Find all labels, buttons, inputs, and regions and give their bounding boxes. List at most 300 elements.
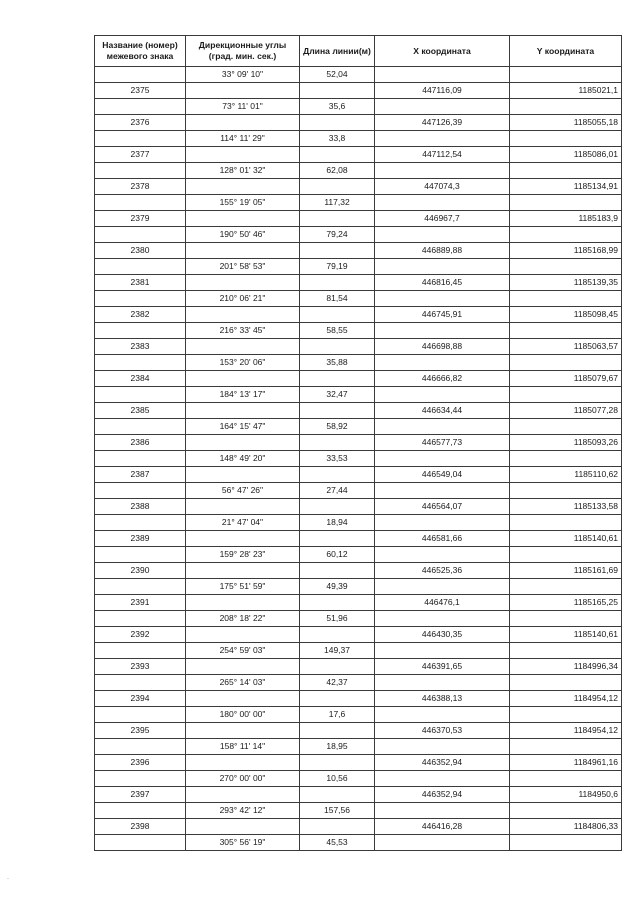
point-spacer xyxy=(186,435,300,451)
point-spacer xyxy=(186,307,300,323)
segment-row xyxy=(95,739,622,755)
segment-angle: 265° 14' 03" xyxy=(186,675,300,691)
point-y-coordinate: 1185098,45 xyxy=(510,307,622,323)
segment-row xyxy=(95,643,622,659)
segment-length: 58,55 xyxy=(300,323,375,339)
segment-spacer xyxy=(510,611,622,627)
segment-spacer xyxy=(95,355,186,371)
segment-spacer xyxy=(375,99,510,115)
segment-spacer xyxy=(375,227,510,243)
segment-angle: 153° 20' 06" xyxy=(186,355,300,371)
point-row xyxy=(95,563,622,579)
segment-length: 62,08 xyxy=(300,163,375,179)
point-row xyxy=(95,147,622,163)
point-spacer xyxy=(186,819,300,835)
segment-spacer xyxy=(95,771,186,787)
header-y-coordinate: Y координата xyxy=(510,36,622,67)
segment-row xyxy=(95,675,622,691)
segment-spacer xyxy=(510,99,622,115)
point-row xyxy=(95,819,622,835)
point-x-coordinate: 447074,3 xyxy=(375,179,510,195)
point-row xyxy=(95,371,622,387)
segment-spacer xyxy=(510,675,622,691)
segment-spacer xyxy=(375,419,510,435)
point-x-coordinate: 446889,88 xyxy=(375,243,510,259)
segment-angle: 21° 47' 04" xyxy=(186,515,300,531)
point-name: 2392 xyxy=(95,627,186,643)
point-name: 2391 xyxy=(95,595,186,611)
point-row xyxy=(95,691,622,707)
segment-spacer xyxy=(95,163,186,179)
segment-spacer xyxy=(95,547,186,563)
point-name: 2389 xyxy=(95,531,186,547)
segment-spacer xyxy=(510,547,622,563)
segment-angle: 208° 18' 22" xyxy=(186,611,300,627)
point-row xyxy=(95,723,622,739)
segment-angle: 33° 09' 10" xyxy=(186,67,300,83)
segment-row xyxy=(95,707,622,723)
point-spacer xyxy=(186,691,300,707)
point-spacer xyxy=(300,467,375,483)
point-y-coordinate: 1185021,1 xyxy=(510,83,622,99)
point-name: 2393 xyxy=(95,659,186,675)
point-y-coordinate: 1185183,9 xyxy=(510,211,622,227)
point-row xyxy=(95,435,622,451)
segment-spacer xyxy=(510,483,622,499)
point-spacer xyxy=(300,499,375,515)
point-row xyxy=(95,499,622,515)
segment-spacer xyxy=(95,611,186,627)
point-x-coordinate: 447126,39 xyxy=(375,115,510,131)
point-x-coordinate: 446581,66 xyxy=(375,531,510,547)
segment-spacer xyxy=(95,67,186,83)
segment-spacer xyxy=(510,707,622,723)
segment-row xyxy=(95,323,622,339)
segment-row xyxy=(95,835,622,851)
point-spacer xyxy=(300,115,375,131)
segment-spacer xyxy=(510,419,622,435)
segment-spacer xyxy=(375,707,510,723)
segment-spacer xyxy=(375,643,510,659)
point-spacer xyxy=(300,627,375,643)
segment-length: 35,88 xyxy=(300,355,375,371)
segment-length: 60,12 xyxy=(300,547,375,563)
segment-row xyxy=(95,163,622,179)
point-y-coordinate: 1184954,12 xyxy=(510,691,622,707)
point-spacer xyxy=(300,563,375,579)
point-row xyxy=(95,83,622,99)
segment-angle: 164° 15' 47" xyxy=(186,419,300,435)
segment-spacer xyxy=(375,355,510,371)
segment-angle: 184° 13' 17" xyxy=(186,387,300,403)
segment-spacer xyxy=(510,835,622,851)
segment-row xyxy=(95,291,622,307)
point-x-coordinate: 446388,13 xyxy=(375,691,510,707)
point-spacer xyxy=(186,83,300,99)
point-spacer xyxy=(300,179,375,195)
point-spacer xyxy=(186,755,300,771)
segment-spacer xyxy=(375,131,510,147)
segment-spacer xyxy=(510,355,622,371)
table-body xyxy=(95,67,622,851)
segment-spacer xyxy=(95,131,186,147)
segment-spacer xyxy=(510,131,622,147)
point-x-coordinate: 446634,44 xyxy=(375,403,510,419)
segment-spacer xyxy=(95,579,186,595)
segment-spacer xyxy=(510,451,622,467)
segment-row xyxy=(95,547,622,563)
segment-spacer xyxy=(95,323,186,339)
point-spacer xyxy=(300,211,375,227)
segment-length: 117,32 xyxy=(300,195,375,211)
point-y-coordinate: 1185139,35 xyxy=(510,275,622,291)
point-name: 2386 xyxy=(95,435,186,451)
point-x-coordinate: 446698,88 xyxy=(375,339,510,355)
segment-angle: 155° 19' 05" xyxy=(186,195,300,211)
point-spacer xyxy=(186,723,300,739)
point-x-coordinate: 446967,7 xyxy=(375,211,510,227)
segment-length: 42,37 xyxy=(300,675,375,691)
point-y-coordinate: 1185140,61 xyxy=(510,627,622,643)
point-y-coordinate: 1184950,6 xyxy=(510,787,622,803)
segment-spacer xyxy=(375,739,510,755)
segment-length: 51,96 xyxy=(300,611,375,627)
segment-angle: 73° 11' 01" xyxy=(186,99,300,115)
point-row xyxy=(95,755,622,771)
segment-length: 49,39 xyxy=(300,579,375,595)
segment-spacer xyxy=(510,291,622,307)
point-name: 2376 xyxy=(95,115,186,131)
header-point-name: Название (номер) межевого знака xyxy=(95,36,186,67)
point-y-coordinate: 1185077,28 xyxy=(510,403,622,419)
segment-angle: 56° 47' 26" xyxy=(186,483,300,499)
segment-spacer xyxy=(95,803,186,819)
point-name: 2385 xyxy=(95,403,186,419)
point-x-coordinate: 446564,07 xyxy=(375,499,510,515)
segment-row xyxy=(95,515,622,531)
point-spacer xyxy=(186,339,300,355)
point-spacer xyxy=(300,243,375,259)
point-y-coordinate: 1185161,69 xyxy=(510,563,622,579)
segment-row xyxy=(95,259,622,275)
segment-angle: 270° 00' 00" xyxy=(186,771,300,787)
segment-spacer xyxy=(510,739,622,755)
point-x-coordinate: 446430,35 xyxy=(375,627,510,643)
point-spacer xyxy=(300,819,375,835)
segment-spacer xyxy=(375,547,510,563)
point-spacer xyxy=(186,179,300,195)
segment-length: 33,53 xyxy=(300,451,375,467)
point-row xyxy=(95,275,622,291)
point-row xyxy=(95,627,622,643)
segment-row xyxy=(95,387,622,403)
point-spacer xyxy=(300,595,375,611)
segment-spacer xyxy=(510,259,622,275)
segment-spacer xyxy=(510,195,622,211)
segment-length: 79,19 xyxy=(300,259,375,275)
segment-length: 35,6 xyxy=(300,99,375,115)
point-y-coordinate: 1185110,62 xyxy=(510,467,622,483)
point-x-coordinate: 446476,1 xyxy=(375,595,510,611)
segment-spacer xyxy=(510,323,622,339)
segment-spacer xyxy=(375,835,510,851)
segment-angle: 114° 11' 29" xyxy=(186,131,300,147)
segment-angle: 148° 49' 20" xyxy=(186,451,300,467)
point-spacer xyxy=(300,83,375,99)
point-name: 2395 xyxy=(95,723,186,739)
point-spacer xyxy=(186,531,300,547)
segment-spacer xyxy=(375,195,510,211)
point-x-coordinate: 446666,82 xyxy=(375,371,510,387)
point-spacer xyxy=(300,787,375,803)
segment-spacer xyxy=(375,515,510,531)
point-x-coordinate: 446416,28 xyxy=(375,819,510,835)
point-spacer xyxy=(300,659,375,675)
point-spacer xyxy=(186,115,300,131)
segment-spacer xyxy=(375,323,510,339)
segment-spacer xyxy=(95,483,186,499)
segment-spacer xyxy=(375,483,510,499)
segment-length: 33,8 xyxy=(300,131,375,147)
segment-spacer xyxy=(375,771,510,787)
segment-angle: 128° 01' 32" xyxy=(186,163,300,179)
point-x-coordinate: 446391,65 xyxy=(375,659,510,675)
point-name: 2390 xyxy=(95,563,186,579)
segment-spacer xyxy=(375,67,510,83)
point-spacer xyxy=(186,659,300,675)
point-spacer xyxy=(186,403,300,419)
segment-spacer xyxy=(510,579,622,595)
segment-angle: 216° 33' 45" xyxy=(186,323,300,339)
segment-length: 18,95 xyxy=(300,739,375,755)
segment-length: 157,56 xyxy=(300,803,375,819)
segment-spacer xyxy=(95,707,186,723)
segment-length: 17,6 xyxy=(300,707,375,723)
point-row xyxy=(95,211,622,227)
segment-angle: 190° 50' 46" xyxy=(186,227,300,243)
header-direction-angle-title: Дирекционные углы xyxy=(198,40,287,51)
point-name: 2380 xyxy=(95,243,186,259)
point-name: 2394 xyxy=(95,691,186,707)
segment-row xyxy=(95,611,622,627)
point-spacer xyxy=(300,723,375,739)
segment-row xyxy=(95,483,622,499)
point-spacer xyxy=(186,147,300,163)
point-x-coordinate: 446577,73 xyxy=(375,435,510,451)
segment-row xyxy=(95,355,622,371)
segment-angle: 201° 58' 53" xyxy=(186,259,300,275)
segment-spacer xyxy=(510,771,622,787)
header-line-length: Длина линии(м) xyxy=(300,36,375,67)
page-mark: · xyxy=(7,876,9,882)
header-x-coordinate: X координата xyxy=(375,36,510,67)
table-header-row xyxy=(95,36,622,67)
segment-row xyxy=(95,419,622,435)
point-name: 2382 xyxy=(95,307,186,323)
point-y-coordinate: 1185093,26 xyxy=(510,435,622,451)
segment-spacer xyxy=(95,643,186,659)
segment-spacer xyxy=(375,579,510,595)
segment-spacer xyxy=(95,291,186,307)
point-row xyxy=(95,243,622,259)
point-spacer xyxy=(186,467,300,483)
segment-row xyxy=(95,227,622,243)
point-spacer xyxy=(186,275,300,291)
point-spacer xyxy=(300,307,375,323)
segment-row xyxy=(95,579,622,595)
point-x-coordinate: 446352,94 xyxy=(375,787,510,803)
point-spacer xyxy=(186,787,300,803)
point-y-coordinate: 1185055,18 xyxy=(510,115,622,131)
point-name: 2398 xyxy=(95,819,186,835)
point-name: 2375 xyxy=(95,83,186,99)
segment-spacer xyxy=(95,451,186,467)
segment-spacer xyxy=(510,803,622,819)
segment-spacer xyxy=(375,259,510,275)
point-spacer xyxy=(300,275,375,291)
point-x-coordinate: 446549,04 xyxy=(375,467,510,483)
boundary-coordinates-table xyxy=(94,35,622,851)
point-y-coordinate: 1185063,57 xyxy=(510,339,622,355)
point-spacer xyxy=(300,403,375,419)
point-name: 2388 xyxy=(95,499,186,515)
point-name: 2377 xyxy=(95,147,186,163)
point-row xyxy=(95,403,622,419)
point-row xyxy=(95,787,622,803)
point-name: 2383 xyxy=(95,339,186,355)
segment-spacer xyxy=(95,835,186,851)
segment-length: 52,04 xyxy=(300,67,375,83)
point-spacer xyxy=(186,499,300,515)
segment-spacer xyxy=(510,515,622,531)
segment-row xyxy=(95,195,622,211)
point-x-coordinate: 446525,36 xyxy=(375,563,510,579)
segment-length: 79,24 xyxy=(300,227,375,243)
segment-length: 32,47 xyxy=(300,387,375,403)
point-spacer xyxy=(300,371,375,387)
segment-row xyxy=(95,99,622,115)
segment-spacer xyxy=(375,675,510,691)
segment-angle: 158° 11' 14" xyxy=(186,739,300,755)
point-x-coordinate: 446352,94 xyxy=(375,755,510,771)
point-row xyxy=(95,531,622,547)
point-y-coordinate: 1184806,33 xyxy=(510,819,622,835)
point-row xyxy=(95,179,622,195)
point-spacer xyxy=(300,435,375,451)
point-spacer xyxy=(186,211,300,227)
segment-length: 45,53 xyxy=(300,835,375,851)
point-y-coordinate: 1184961,16 xyxy=(510,755,622,771)
segment-spacer xyxy=(375,387,510,403)
segment-row xyxy=(95,67,622,83)
segment-spacer xyxy=(375,611,510,627)
segment-spacer xyxy=(510,643,622,659)
point-y-coordinate: 1185168,99 xyxy=(510,243,622,259)
segment-spacer xyxy=(510,67,622,83)
point-y-coordinate: 1185079,67 xyxy=(510,371,622,387)
point-name: 2384 xyxy=(95,371,186,387)
point-row xyxy=(95,339,622,355)
segment-spacer xyxy=(375,291,510,307)
point-y-coordinate: 1185086,01 xyxy=(510,147,622,163)
point-x-coordinate: 446370,53 xyxy=(375,723,510,739)
segment-row xyxy=(95,771,622,787)
segment-angle: 180° 00' 00" xyxy=(186,707,300,723)
point-spacer xyxy=(186,371,300,387)
point-spacer xyxy=(300,531,375,547)
segment-spacer xyxy=(95,99,186,115)
point-spacer xyxy=(186,243,300,259)
segment-length: 18,94 xyxy=(300,515,375,531)
point-y-coordinate: 1185133,58 xyxy=(510,499,622,515)
segment-angle: 159° 28' 23" xyxy=(186,547,300,563)
point-name: 2397 xyxy=(95,787,186,803)
point-spacer xyxy=(300,147,375,163)
point-row xyxy=(95,467,622,483)
segment-row xyxy=(95,803,622,819)
point-name: 2396 xyxy=(95,755,186,771)
segment-spacer xyxy=(95,419,186,435)
point-name: 2378 xyxy=(95,179,186,195)
segment-angle: 293° 42' 12" xyxy=(186,803,300,819)
segment-spacer xyxy=(95,259,186,275)
segment-angle: 175° 51' 59" xyxy=(186,579,300,595)
header-direction-angle-units: (град. мин. сек.) xyxy=(208,51,277,61)
segment-spacer xyxy=(95,739,186,755)
point-spacer xyxy=(300,339,375,355)
point-x-coordinate: 447116,09 xyxy=(375,83,510,99)
segment-length: 27,44 xyxy=(300,483,375,499)
point-name: 2379 xyxy=(95,211,186,227)
point-row xyxy=(95,595,622,611)
segment-angle: 254° 59' 03" xyxy=(186,643,300,659)
segment-length: 58,92 xyxy=(300,419,375,435)
point-name: 2387 xyxy=(95,467,186,483)
point-spacer xyxy=(300,755,375,771)
segment-spacer xyxy=(95,675,186,691)
segment-spacer xyxy=(95,195,186,211)
point-y-coordinate: 1185165,25 xyxy=(510,595,622,611)
segment-angle: 210° 06' 21" xyxy=(186,291,300,307)
segment-length: 10,56 xyxy=(300,771,375,787)
segment-spacer xyxy=(95,227,186,243)
segment-spacer xyxy=(510,387,622,403)
segment-spacer xyxy=(95,387,186,403)
point-spacer xyxy=(186,563,300,579)
point-x-coordinate: 446816,45 xyxy=(375,275,510,291)
point-row xyxy=(95,307,622,323)
segment-length: 149,37 xyxy=(300,643,375,659)
point-spacer xyxy=(186,595,300,611)
segment-spacer xyxy=(375,451,510,467)
point-y-coordinate: 1185134,91 xyxy=(510,179,622,195)
point-name: 2381 xyxy=(95,275,186,291)
segment-row xyxy=(95,131,622,147)
segment-row xyxy=(95,451,622,467)
point-x-coordinate: 446745,91 xyxy=(375,307,510,323)
point-spacer xyxy=(186,627,300,643)
point-x-coordinate: 447112,54 xyxy=(375,147,510,163)
segment-spacer xyxy=(375,163,510,179)
point-y-coordinate: 1184954,12 xyxy=(510,723,622,739)
segment-spacer xyxy=(95,515,186,531)
segment-length: 81,54 xyxy=(300,291,375,307)
segment-spacer xyxy=(510,163,622,179)
point-row xyxy=(95,115,622,131)
header-direction-angle xyxy=(186,36,300,67)
segment-spacer xyxy=(510,227,622,243)
point-spacer xyxy=(300,691,375,707)
